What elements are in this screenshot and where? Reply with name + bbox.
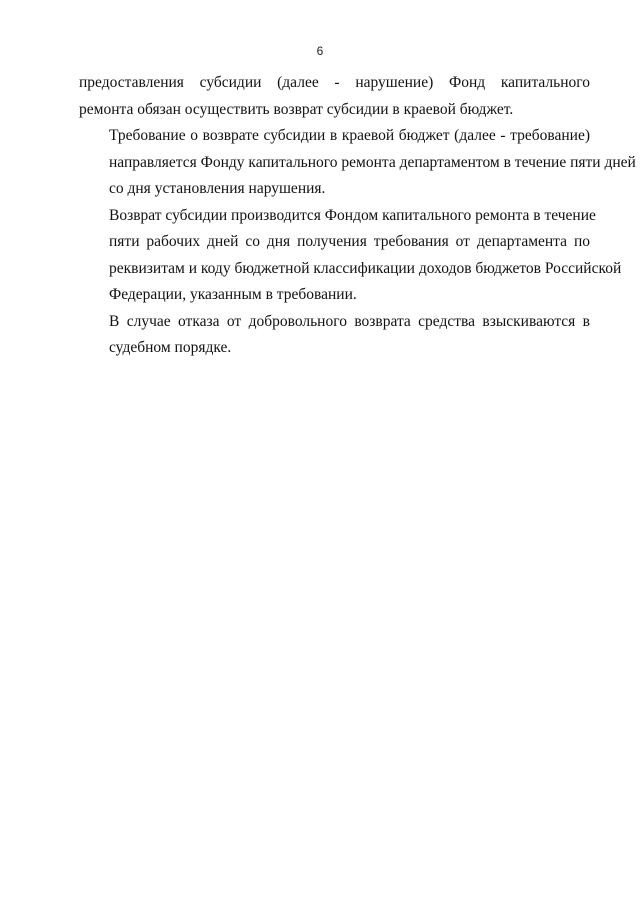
text-line: ремонта обязан осуществить возврат субсидии в краевой бюджет. <box>79 100 514 118</box>
text-line: судебном порядке. <box>109 339 232 356</box>
paragraph-4 <box>79 309 590 362</box>
paragraph-1 <box>79 70 590 123</box>
text-line: направляется Фонду капитального ремонта департаментом в течение пяти дней <box>109 153 636 171</box>
text-line: В случае отказа от добровольного возврата средства взыскиваются в <box>109 312 590 330</box>
text-line: Федерации, указанным в требовании. <box>109 286 357 303</box>
document-body <box>79 70 636 362</box>
text-line: со дня установления нарушения. <box>109 180 326 197</box>
paragraph-2 <box>79 123 636 203</box>
text-line: Возврат субсидии производится Фондом капитального ремонта в течение <box>109 206 596 224</box>
text-line: предоставления субсидии (далее - нарушение) Фонд капитального <box>79 74 590 91</box>
text-line: Требование о возврате субсидии в краевой бюджет (далее - требование) <box>109 127 590 144</box>
text-line: пяти рабочих дней со дня получения требования от департамента по <box>109 233 590 250</box>
page-number: 6 <box>316 44 324 58</box>
text-line: реквизитам и коду бюджетной классификации доходов бюджетов Российской <box>109 259 622 277</box>
paragraph-3 <box>79 203 622 309</box>
